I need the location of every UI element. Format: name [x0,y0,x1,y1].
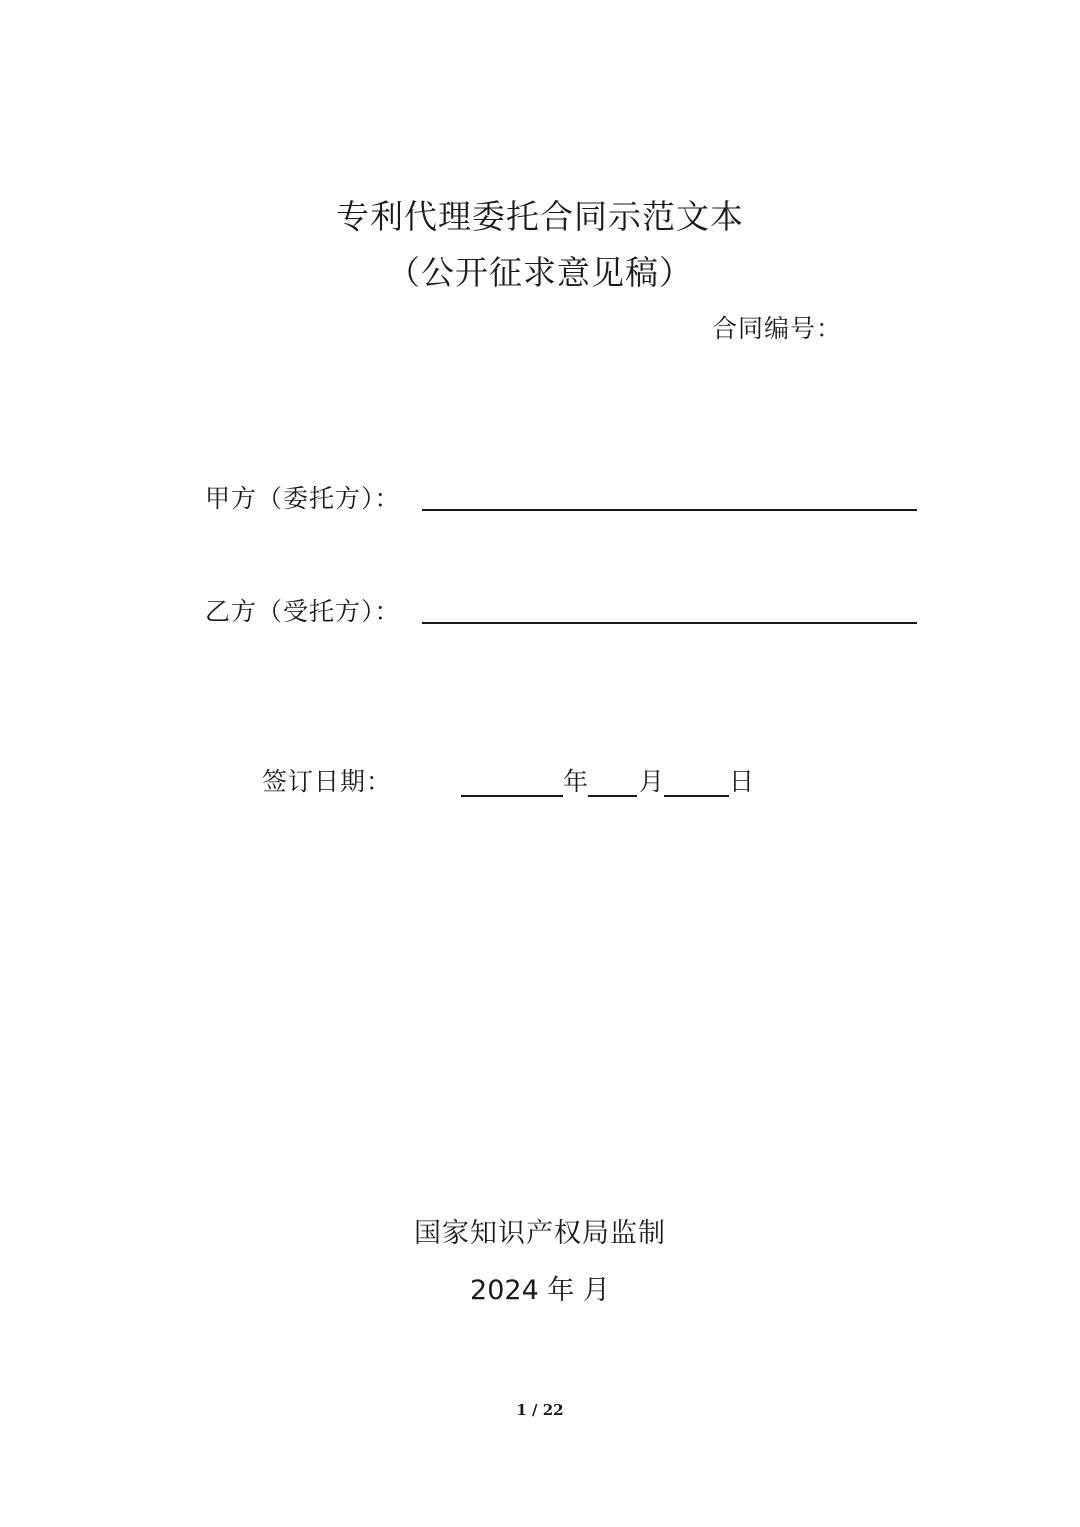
signing-year-blank [461,795,563,797]
signing-day-label: 日 [729,767,755,796]
signing-month-label: 月 [639,767,665,796]
issue-date: 2024 年 月 [470,1275,610,1306]
signing-day-blank [664,795,729,797]
signing-year-label: 年 [563,767,589,796]
party-b-blank-line [422,622,917,624]
party-b-label: 乙方（受托方）： [205,597,401,626]
party-a-label: 甲方（委托方）： [205,484,401,513]
contract-number-label: 合同编号： [712,314,843,343]
page-number: 1 / 22 [516,1401,564,1419]
signing-date-label: 签订日期： [262,767,393,796]
issuer-name: 国家知识产权局监制 [414,1218,666,1249]
document-subtitle: （公开征求意见稿） [387,253,693,292]
party-a-blank-line [422,509,917,511]
signing-month-blank [588,795,637,797]
document-title: 专利代理委托合同示范文本 [336,197,744,236]
